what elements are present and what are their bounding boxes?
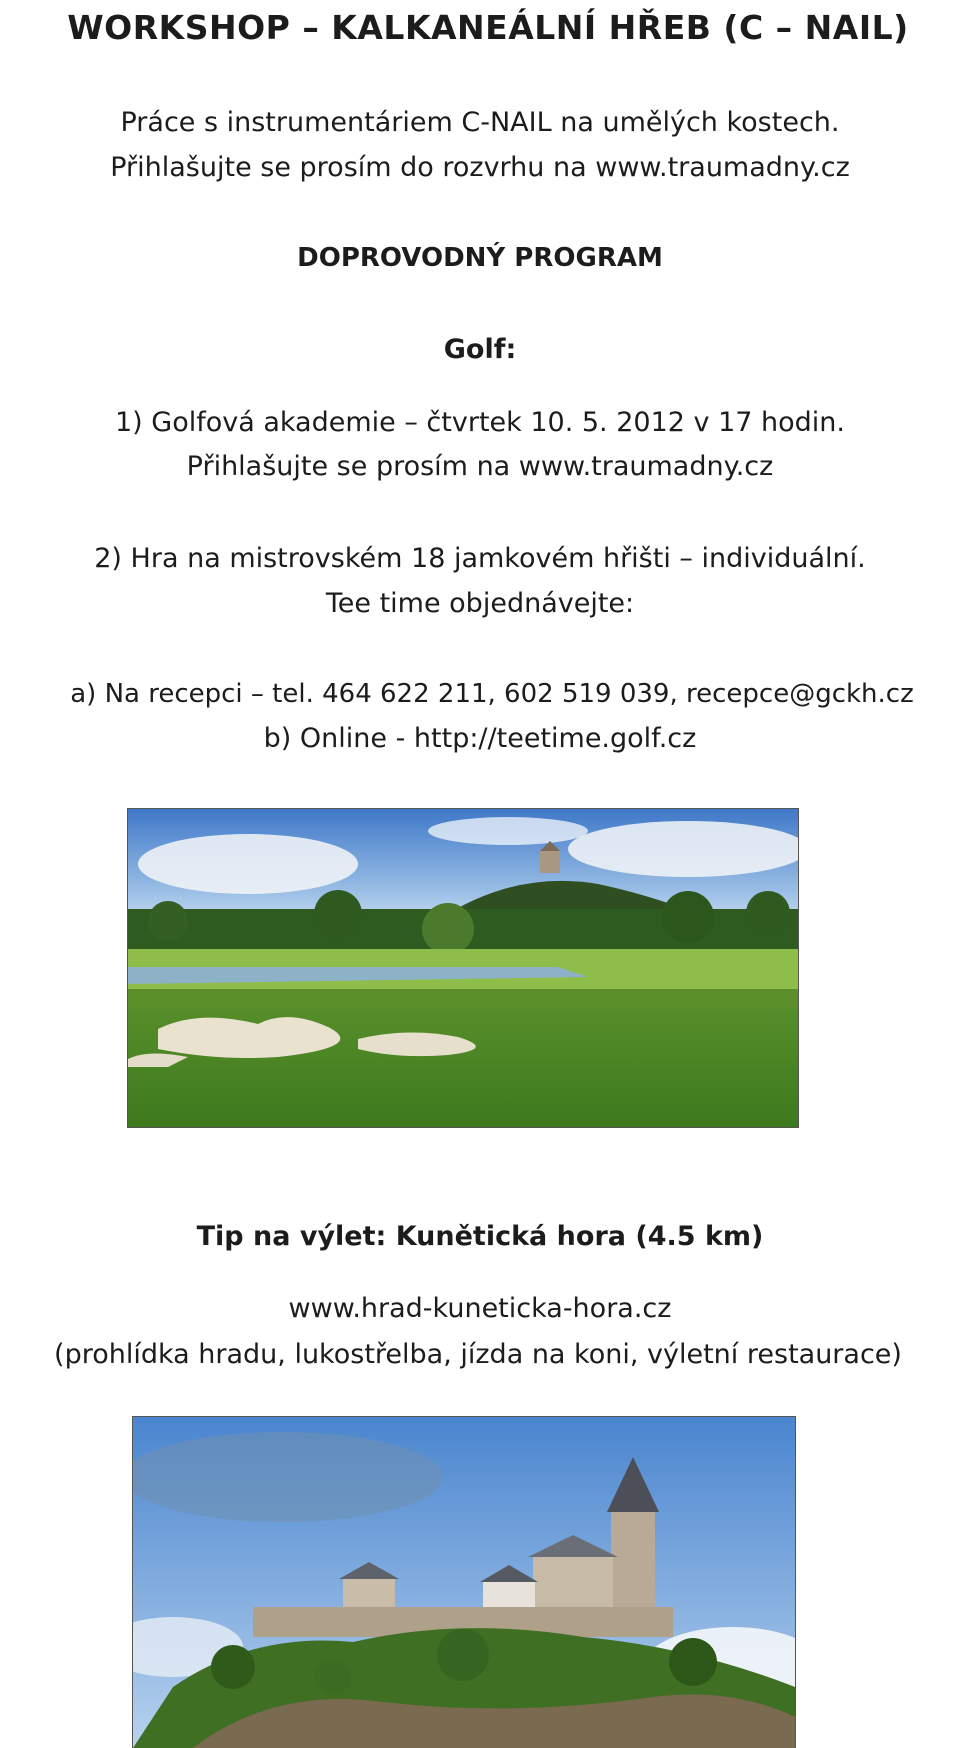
workshop-title: WORKSHOP – KALKANEÁLNÍ HŘEB (C – NAIL) <box>67 8 909 47</box>
golf-item-2-line-1: 2) Hra na mistrovském 18 jamkovém hřišti – individuální. <box>94 543 866 574</box>
program-heading: DOPROVODNÝ PROGRAM <box>297 243 663 273</box>
trip-description: (prohlídka hradu, lukostřelba, jízda na koni, výletní restaurace) <box>54 1339 902 1370</box>
golf-item-1-line-2: Přihlašujte se prosím na www.traumadny.cz <box>186 451 774 482</box>
trip-heading: Tip na výlet: Kunětická hora (4.5 km) <box>196 1221 764 1252</box>
golf-heading: Golf: <box>443 334 517 365</box>
golf-course-photo <box>127 808 799 1128</box>
trip-url: www.hrad-kuneticka-hora.cz <box>288 1293 672 1324</box>
tee-time-option-b: b) Online - http://teetime.golf.cz <box>263 723 697 754</box>
tee-time-option-a: a) Na recepci – tel. 464 622 211, 602 519 039, recepce@gckh.cz <box>70 679 914 709</box>
workshop-line-2: Přihlašujte se prosím do rozvrhu na www.traumadny.cz <box>110 152 850 183</box>
castle-photo <box>132 1416 796 1748</box>
golf-item-2-line-2: Tee time objednávejte: <box>325 588 635 619</box>
workshop-line-1: Práce s instrumentáriem C-NAIL na umělých kostech. <box>120 107 840 138</box>
golf-item-1-line-1: 1) Golfová akademie – čtvrtek 10. 5. 2012 v 17 hodin. <box>114 407 845 438</box>
